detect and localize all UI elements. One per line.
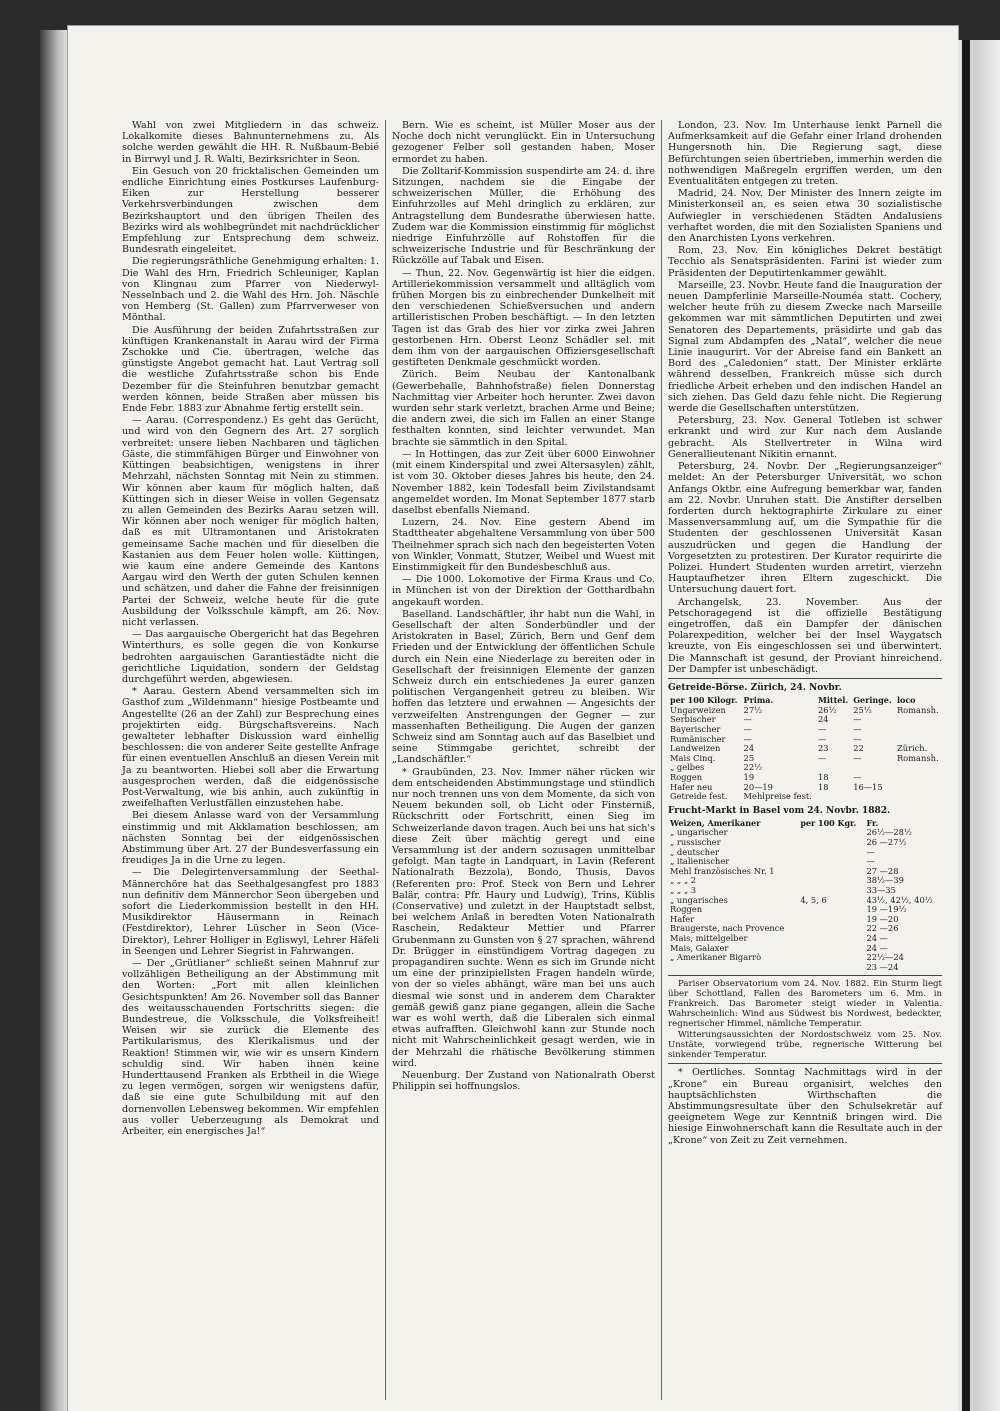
- article-paragraph: Petersburg, 23. Nov. General Totleben ist schwer erkrankt und wird zur Kur nach dem Auslande gebracht. Als Stellvertreter in Wilna wird Generallieutenant Nikitin ernannt.: [668, 415, 942, 460]
- table-cell: „ „ „ 2: [670, 875, 697, 886]
- table-cell: 23 —24: [866, 961, 899, 972]
- table-cell: Zürich.: [896, 743, 928, 754]
- table-row: [668, 792, 942, 802]
- table-cell: —: [743, 733, 752, 744]
- table-cell: —: [743, 723, 752, 734]
- table-cell: —: [817, 723, 827, 734]
- table-cell: 27 —28: [866, 865, 899, 876]
- page-stack-edge: [40, 30, 70, 1411]
- table-header-cell: loco: [896, 695, 916, 706]
- table-cell: Mehlpreise fest.: [743, 791, 812, 802]
- table-cell: „ ungarisches: [670, 894, 728, 905]
- article-paragraph: — Thun, 22. Nov. Gegenwärtig ist hier die eidgen. Artilleriekommission versammelt und alltäglich vom frühen Morgen bis zu einbrechender Dunkelheit mit den verschiedenen Schießversuchen und andern artilleristischen Proben beschäftigt. — In den letzten Tagen ist das Grab des hier vor zirka zwei Jahren gestorbenen Hrn. Oberst Leonz Schädler sel. mit dem ihm von der aargauischen Offiziersgesellschaft gestifteten Denkmale geschmückt worden.: [392, 267, 655, 369]
- article-paragraph: Rom, 23. Nov. Ein königliches Dekret bestätigt Tecchio als Senatspräsidenten. Farini ist wieder zum Präsidenten der Deputirtenkammer gewählt.: [668, 245, 942, 279]
- table-header-cell: Prima.: [743, 695, 774, 706]
- article-paragraph: * Graubünden, 23. Nov. Immer näher rücken wir dem entscheidenden Abstimmungstage und stündlich nur noch trennen uns von dem Momente, da sich von Neuem bekunden soll, ob Licht oder Finsterniß, Rückschritt oder Fortschritt, einen Sieg im Schweizerlande davon tragen. Auch bei uns hat sich's diese Zeit über mächtig geregt und eine Versammlung ist der andern sozusagen unmittelbar gefolgt. Man tagte in Landquart, in Lavin (Referent Nationalrath Bezzola), Bondo, Thusis, Davos (Referenten pro: Prof. Steck von Bern und Lehrer Balär, contra: Pfr. Haury und Ludwig), Trins, Küblis (Conservative) und zuletzt in der Hauptstadt selbst, bei welchem Anlaß in beredten Voten Nationalrath Raschein, Redakteur Mettier und Pfarrer Grubenmann zu Gunsten von § 27 sprachen, während Dr. Brügger in einstündigem Vortrag dagegen zu propagandiren suchte. Wenn es sich im Grunde nicht um eine der prinzipiellsten Fragen handeln würde, von der so vieles abhängt, wäre man bei uns auch diesmal wie sonst und in anderem dem Charakter gemäß gewiß ganz piane gegangen, allein die Sache war es wohl werth, daß die Liberalen sich einmal etwas aufrafften. Gleichwohl kann zur Stunde noch nicht mit Wahrscheinlichkeit gesagt werden, wie in der Mehrzahl die rhätische Bevölkerung stimmen wird.: [392, 766, 655, 1069]
- table-cell: [816, 792, 851, 802]
- table-cell: 22 —26: [866, 923, 899, 934]
- table-row: [668, 754, 942, 764]
- table-cell: [895, 725, 942, 735]
- table-cell: 22½—24: [866, 952, 904, 963]
- column-right: [662, 120, 948, 1400]
- weather-report: Pariser Observatorium vom 24. Nov. 1882. Ein Sturm liegt über Schottland, Fallen des Barometers um 6. Mm. in Frankreich. Das Barometer steigt wieder in Valentia. Wahrscheinlich: Wind aus Südwest bis Nordwest, bedeckter, regnerischer Himmel, nämliche Temperatur.: [668, 979, 942, 1030]
- table-cell: 26½: [817, 704, 837, 715]
- table-cell: [798, 915, 864, 925]
- table-cell: Romansh.: [896, 704, 939, 715]
- table-cell: Mehl französisches Nr. 1: [670, 865, 775, 876]
- table-cell: [895, 792, 942, 802]
- table-cell: —: [853, 771, 862, 782]
- article-paragraph: — Die 1000. Lokomotive der Firma Kraus und Co. in München ist von der Direktion der Gotthardbahn angekauft worden.: [392, 574, 655, 608]
- table-cell: [895, 763, 942, 773]
- table-cell: 33—35: [866, 885, 896, 896]
- article-paragraph: Die Zolltarif-Kommission suspendirte am 24. d. ihre Sitzungen, nachdem sie die Eingabe der schweizerischen Müller, die Erhöhung des Einfuhrzolles auf Mehl dringlich zu erklären, zur Antragstellung dem Bundesrathe überwiesen hatte. Zudem war die Kommission einstimmig für möglichst niedrige Einfuhrzölle auf Rohstoffen für die schweizerische Industrie und für Beschränkung der Rückzölle auf Tabak und Eisen.: [392, 165, 655, 267]
- table-cell: [851, 792, 895, 802]
- table-cell: [798, 944, 864, 954]
- table-header-cell: Geringe.: [853, 695, 892, 706]
- article-paragraph: London, 23. Nov. Im Unterhause lenkt Parnell die Aufmerksamkeit auf die Gefahr einer Irland drohenden Hungersnoth hin. Die Regierung sagt, diese Befürchtungen seien übertrieben, immerhin werden die nothwendigen Maßregeln ergriffen werden, um den Eventualitäten entgegen zu treten.: [668, 120, 942, 188]
- grain-price-table: [668, 696, 942, 802]
- table-cell: 24: [743, 743, 755, 754]
- table-cell: [798, 934, 864, 944]
- table-cell: [798, 848, 864, 858]
- article-paragraph: — Das aargauische Obergericht hat das Begehren Winterthurs, es solle gegen die von Konkurse bedrohten aargauischen Garantiestädte nicht die gerichtliche Liquidation, sondern der Geldstag durchgeführt werden, abgewiesen.: [122, 629, 379, 685]
- table-cell: 25: [743, 752, 755, 763]
- table-cell: 22: [853, 743, 864, 754]
- table-cell: [895, 783, 942, 793]
- table-cell: Roggen: [670, 771, 703, 782]
- table-header-cell: per 100 Kgr.: [800, 817, 857, 828]
- article-paragraph: — Aarau. (Correspondenz.) Es geht das Gerücht, und wird von den Gegnern des Art. 27 sorglich verbreitet: unsere lieben Nachbaren und täglichen Gäste, die stimmfähigen Bürger und Einwohner von Küttingen beabsichtigen, wenigstens in ihrer Mehrzahl, nächsten Sonntag mit Nein zu stimmen. Wir können aber kaum für möglich halten, daß Küttingen sich in dieser Weise in vollen Gegensatz zu allen Gemeinden des Bezirks Aarau setzen will. Wir können aber noch weniger für möglich halten, daß es mit Ultramontanen und Aristokraten gemeinsame Sache machen und für dieselben die Kastanien aus dem Feuer holen wolle. Küttingen, wie kaum eine andere Gemeinde des Kantons Aargau wird den Werth der guten Schulen kennen und schätzen, und daher die Fahne der freisinnigen Partei der Schweiz, welche heute für die gute Ausbildung der Volksschule kämpft, am 26. Nov. nicht verlassen.: [122, 415, 379, 628]
- table-cell: 4, 5, 6: [800, 894, 827, 905]
- table-cell: Serbischer: [670, 714, 716, 725]
- article-paragraph: Madrid, 24. Nov. Der Minister des Innern zeigte im Ministerkonseil an, es seien etwa 30 sozialistische Aufwiegler in verschiedenen Städten Andalusiens verhaftet worden, die mit den Sozialisten Spaniens und den Anarchisten Lyons verkehren.: [668, 188, 942, 245]
- table-cell: 24 —: [866, 942, 888, 953]
- table-cell: [798, 924, 864, 934]
- table-cell: Mais, mittelgelber: [670, 933, 748, 944]
- local-news: * Oertliches. Sonntag Nachmittags wird in der „Krone“ ein Bureau organisirt, welches den hauptsächlichsten Wirthschaften die Abstimmungsresultate über den Schulsekretär auf geeignetem Wege zur Kenntniß bringen wird. Die hiesige Einwohnerschaft kann die Resultate auch in der „Krone“ von Zeit zu Zeit vernehmen.: [668, 1067, 942, 1146]
- table-cell: [895, 773, 942, 783]
- table-cell: —: [853, 752, 862, 763]
- column-left: [116, 120, 386, 1400]
- table-cell: „ russischer: [670, 837, 721, 848]
- article-paragraph: Zürich. Beim Neubau der Kantonalbank (Gewerbehalle, Bahnhofstraße) fielen Donnerstag Nachmittag vier Arbeiter hoch herunter. Zwei davon wurden sehr stark verletzt, brachen Arme und Beine; die andern zwei, die sich im Fallen an einer Stange festhalten konnten, sind leichter verwundet. Man brachte sie sämmtlich in den Spital.: [392, 369, 655, 448]
- table-cell: [798, 905, 864, 915]
- table-header-cell: Mittel.: [817, 695, 849, 706]
- table-cell: —: [866, 856, 875, 867]
- article-paragraph: Archangelsk, 23. November. Aus der Petschoragegend ist die offizielle Bestätigung eingetroffen, daß ein Dampfer der dänischen Polarexpedition, welcher bei der Insel Waygatsch kreuzte, von Eis eingeschlossen sei und überwintert. Die Mannschaft ist gesund, der Proviant hinreichend. Der Dampfer ist unbeschädigt.: [668, 596, 942, 675]
- table-cell: Roggen: [670, 904, 703, 915]
- table-header-cell: per 100 Kilogr.: [670, 695, 738, 706]
- article-paragraph: Ein Gesuch von 20 fricktalischen Gemeinden um endliche Einrichtung eines Postkurses Laufenburg-Eiken zur Herstellung besserer Verkehrsverbindungen zwischen dem Bezirkshauptort und den übrigen Theilen des Bezirks wird als wohlbegründet mit nachdrücklicher Empfehlung zur Entsprechung dem schweiz. Bundesrath eingeleitet.: [122, 165, 379, 256]
- table-cell: 22½: [743, 762, 763, 773]
- table-cell: [798, 838, 864, 848]
- table-cell: 38½—39: [866, 875, 904, 886]
- table-cell: 24 —: [866, 933, 888, 944]
- article-paragraph: — In Hottingen, das zur Zeit über 6000 Einwohner (mit einem Kinderspital und zwei Altersasylen) zählt, ist vom 30. Oktober dieses Jahres bis heute, den 24. November 1882, kein Todesfall beim Zivilstandsamt angemeldet worden. Im Monat September 1877 starb daselbst ebenfalls Niemand.: [392, 448, 655, 516]
- table-cell: „ italienischer: [670, 856, 730, 867]
- table-header-cell: Weizen, Amerikaner: [670, 817, 761, 828]
- table-cell: 16—15: [853, 781, 883, 792]
- table-cell: 25½: [853, 704, 872, 715]
- table-cell: 19 —20: [866, 913, 899, 924]
- weather-forecast: Witterungsaussichten der Nordostschweiz vom 25. Nov. Unstäte, vorwiegend trübe, regnerische Witterung bei sinkender Temperatur.: [668, 1030, 942, 1061]
- article-paragraph: Baselland. Landschäftler, ihr habt nun die Wahl, in Gesellschaft der alten Sonderbündler und der Aristokraten in Basel, Zürich, Bern und Genf dem Frieden und der Entwicklung der öffentlichen Schule durch ein Nein eine Niederlage zu bereiten oder in Gesellschaft der freisinnigen Elemente der ganzen Schweiz durch ein entschiedenes Ja eurer ganzen politischen Vergangenheit getreu zu bleiben. Wir hoffen das letztere und erwahnen — Angesichts der verzweifelten Anstrengungen der Gegner — zur massenhaften Betheiligung. Die Augen der ganzen Schweiz sind am Sonntag auch auf das Baselbiet und seine Stimmgabe gerichtet, schreibt der „Landschäftler.“: [392, 608, 655, 766]
- table-cell: —: [817, 752, 827, 763]
- table-row: [668, 905, 942, 915]
- article-paragraph: Luzern, 24. Nov. Eine gestern Abend im Stadttheater abgehaltene Versammlung von über 500 Theilnehmer sprach sich nach den begeisterten Voten von Winkler, Vonmatt, Stutzer, Weibel und Wuest mit Einstimmigkeit für den Bundesbeschluß aus.: [392, 517, 655, 573]
- table-cell: „ gelbes: [670, 762, 705, 773]
- text-columns: [116, 120, 948, 1400]
- table-cell: [798, 953, 864, 963]
- table-cell: —: [853, 714, 862, 725]
- table-cell: —: [866, 846, 875, 857]
- table-row: [668, 876, 942, 886]
- table-cell: Hafer neu: [670, 781, 713, 792]
- article-paragraph: Marseille, 23. Novbr. Heute fand die Inauguration der neuen Dampferlinie Marseille-Nouméa statt. Cochery, welcher heute früh zu diesem Zwecke nach Marseille gekommen war mit sämmtlichen Deputirten und zwei Senatoren des Departements, präsidirte und gab das Signal zum Abdampfen des „Natal“, welcher die neue Linie inaugurirt. Vor der Abreise fand ein Bankett an Bord des „Caledonien“ statt. Der Minister erklärte während desselben, Frankreich müsse sich durch friedliche Arbeit erheben und den indischen Handel an sich ziehen. Das Geld dazu fehle nicht. Die Regierung werde die Gesellschaften unterstützen.: [668, 279, 942, 415]
- table-cell: Bayerischer: [670, 723, 721, 734]
- market-title-zurich: Getreide-Börse. Zürich, 24. Novbr.: [668, 682, 842, 693]
- section-rule: [668, 975, 942, 976]
- table-row: [668, 953, 942, 963]
- table-cell: —: [743, 714, 752, 725]
- table-cell: [798, 857, 864, 867]
- table-cell: Rumänischer: [670, 733, 726, 744]
- table-cell: [798, 876, 864, 886]
- table-cell: 20—19: [743, 781, 773, 792]
- fruit-market-table: [668, 819, 942, 973]
- market-title-basel: Frucht-Markt in Basel vom 24. Novbr. 1882.: [668, 805, 891, 816]
- article-paragraph: Bei diesem Anlasse ward von der Versammlung einstimmig und mit Akklamation beschlossen, am nächsten Sonntag bei der eidgenössischen Abstimmung über Art. 27 der Bundesverfassung ein freudiges Ja in die Urne zu legen.: [122, 810, 379, 867]
- table-cell: 24: [817, 714, 829, 725]
- article-paragraph: Petersburg, 24. Novbr. Der „Regierungsanzeiger“ meldet: An der Petersburger Universität, wo schon Anfangs Oktbr. eine Aufregung bemerkbar war, fanden am 22. Novbr. Unruhen statt. Die Anstifter derselben forderten durch hektographirte Zirkulare zu einer Massenversammlung auf, um die Sympathie für die Studenten der geschlossenen Universität Kasan auszudrücken und gegen die Handlung der Vorgesetzten zu protestiren. Der Kurator requirirte die Polizei. Hundert Studenten wurden arretirt, vierzehn Hauptaufhetzer ihren Eltern zugeschickt. Die Untersuchung dauert fort.: [668, 461, 942, 596]
- table-cell: Braugerste, nach Provence: [670, 923, 785, 934]
- article-paragraph: — Der „Grütlianer“ schließt seinen Mahnruf zur vollzähligen Betheiligung an der Abstimmung mit den Worten: „Fort mit allen kleinlichen Gesichtspunkten! Am 26. November soll das Banner des weitausschauenden Fortschritts siegen: die Bundestreue, die Volksschule, die Volksfreiheit! Weisen wir sie zurück die Elemente des Partikularismus, des Klerikalismus und der Reaktion! Stimmen wir, wie wir es unsern Kindern schuldig sind. Wir haben ihnen keine Hunderttausend Franken als Erbtheil in die Wiege zu legen vermögen, sorgen wir wenigstens dafür, daß sie eine gute Schulbildung mit auf den dornenvollen Lebensweg bekommen. Wir empfehlen aus voller Ueberzeugung als Demokrat und Arbeiter, ein energisches Ja!“: [122, 958, 379, 1138]
- table-cell: Mais, Galaxer: [670, 942, 729, 953]
- article-paragraph: Neuenburg. Der Zustand von Nationalrath Oberst Philippin sei hoffnungslos.: [392, 1070, 655, 1093]
- table-cell: [798, 963, 864, 973]
- table-cell: „ „ „ 3: [670, 885, 697, 896]
- table-cell: „ Amerikaner Bigarrò: [670, 952, 762, 963]
- binding-shadow: [962, 40, 970, 1411]
- table-cell: [668, 963, 798, 973]
- table-cell: 26 —27½: [866, 837, 907, 848]
- table-cell: 26½—28½: [866, 827, 912, 838]
- article-paragraph: Bern. Wie es scheint, ist Müller Moser aus der Noche doch nicht verunglückt. Ein in Untersuchung gezogener Felber soll gestanden haben, Moser ermordet zu haben.: [392, 120, 655, 165]
- table-cell: Getreide fest.: [670, 791, 728, 802]
- table-cell: Ungarweizen: [670, 704, 726, 715]
- newspaper-page: [68, 26, 958, 1411]
- section-rule: [668, 678, 942, 679]
- article-paragraph: — Die Delegirtenversammlung der Seethal-Männerchöre hat das Seethalgesangfest pro 1883 nun definitiv dem Männerchor Seon übergeben und sofort die Liederkommission bestellt in den HH. Musikdirektor Häusermann in Reinach (Festdirektor), Lehrer Lüscher in Seon (Vice-Direktor), Lehrer Holliger in Egliswyl, Lehrer Häfeli in Seengen und Lehrer Siegrist in Fahrwangen.: [122, 867, 379, 957]
- table-cell: Mais Cinq.: [670, 752, 716, 763]
- table-cell: 27½: [743, 704, 763, 715]
- table-cell: 18: [817, 771, 829, 782]
- table-cell: Hafer: [670, 913, 695, 924]
- table-cell: 19 —19½: [866, 904, 907, 915]
- table-cell: Romansh.: [896, 752, 939, 763]
- article-paragraph: Die Ausführung der beiden Zufahrtsstraßen zur künftigen Krankenanstalt in Aarau wird der Firma Zschokke und Cie. übertragen, welche das günstigste Angebot gemacht hat. Laut Vertrag soll die westliche Zufahrtsstraße schon bis Ende Dezember für die Steinfuhren benutzbar gemacht werden können, beide Straßen aber müssen bis Ende Febr. 1883 zur Abnahme fertig erstellt sein.: [122, 324, 379, 415]
- table-cell: —: [817, 733, 827, 744]
- table-row: [668, 763, 942, 773]
- table-cell: „ deutscher: [670, 846, 719, 857]
- table-cell: [895, 715, 942, 725]
- section-rule: [668, 1063, 942, 1064]
- table-cell: —: [853, 723, 862, 734]
- table-cell: 18: [817, 781, 829, 792]
- table-cell: 23: [817, 743, 829, 754]
- table-cell: 19: [743, 771, 755, 782]
- table-cell: Landweizen: [670, 743, 721, 754]
- table-cell: [798, 867, 864, 877]
- table-cell: —: [853, 733, 862, 744]
- column-middle: [386, 120, 662, 1400]
- article-paragraph: * Aarau. Gestern Abend versammelten sich im Gasthof zum „Wildenmann“ hiesige Postbeamte und Angestellte (26 an der Zahl) zur Besprechung eines projektirten eidg. Bürgschaftsvereins. Nach gewalteter lebhafter Diskussion ward einhellig beschlossen: die von anderer Seite gestellte Anfrage für einen eventuellen Anschluß an diesen Verein mit Ja zu beantworten. Hiebei soll aber die Erwartung ausgesprochen werden, daß die eidgenössische Post-Verwaltung, wie bis anhin, auch zukünftig in zweifelhaften Verlustfällen einzustehen habe.: [122, 686, 379, 810]
- article-paragraph: Wahl von zwei Mitgliedern in das schweiz. Lokalkomite dieses Bahnunternehmens zu. Als solche werden gewählt die HH. R. Nußbaum-Bebié in Birrwyl und J. R. Walti, Bezirksrichter in Seon.: [122, 120, 379, 165]
- table-header-cell: Fr.: [866, 817, 879, 828]
- table-cell: [798, 828, 864, 838]
- table-cell: 43½, 42½, 40½: [866, 894, 933, 905]
- table-cell: „ ungarischer: [670, 827, 728, 838]
- article-paragraph: Die regierungsräthliche Genehmigung erhalten: 1. Die Wahl des Hrn. Friedrich Schleuniger, Kaplan von Klingnau zum Pfarrer von Niederwyl-Nesselnbach und 2. die Wahl des Hrn. Joh. Näschle von Hemberg (St. Gallen) zum Pfarrverweser von Mönthal.: [122, 256, 380, 324]
- table-row: [668, 963, 942, 973]
